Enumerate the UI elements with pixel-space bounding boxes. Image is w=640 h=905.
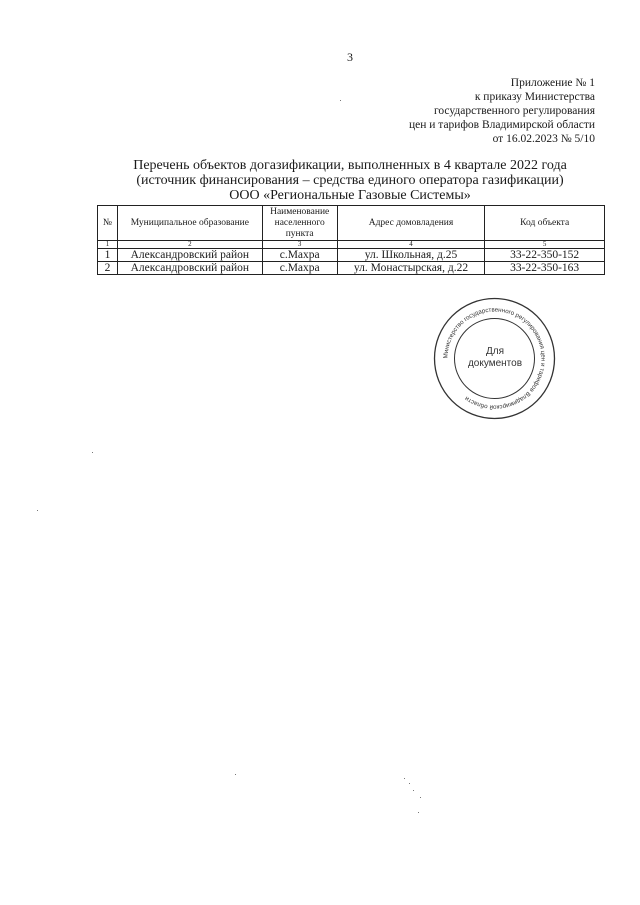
- scan-speck: [37, 510, 38, 511]
- scan-speck: [340, 100, 341, 101]
- appendix-line: от 16.02.2023 № 5/10: [492, 133, 595, 145]
- header-settlement: Наименование населенного пункта: [262, 206, 337, 241]
- cell-code: 33-22-350-163: [485, 262, 605, 275]
- index-cell: 2: [117, 241, 262, 249]
- scan-speck: [413, 790, 414, 791]
- stamp-ring-text: Министерство государственного регулирования цен и тарифов Владимирской области: [442, 306, 547, 411]
- title-line: (источник финансирования – средства единого оператора газификации): [136, 173, 564, 188]
- ministry-stamp: [432, 296, 557, 421]
- appendix-header: [409, 76, 595, 146]
- index-cell: 3: [262, 241, 337, 249]
- scan-speck: [409, 783, 410, 784]
- cell-num: 2: [98, 262, 118, 275]
- cell-municipality: Александровский район: [117, 262, 262, 275]
- index-cell: 1: [98, 241, 118, 249]
- scan-speck: [418, 812, 419, 813]
- table-row: [98, 262, 605, 275]
- index-cell: 4: [337, 241, 485, 249]
- appendix-line: Приложение № 1: [510, 77, 595, 89]
- cell-settlement: с.Махра: [262, 262, 337, 275]
- scan-speck: [92, 452, 93, 453]
- appendix-line: к приказу Министерства: [474, 91, 595, 103]
- cell-settlement: с.Махра: [262, 249, 337, 262]
- cell-address: ул. Школьная, д.25: [337, 249, 485, 262]
- objects-table: [97, 205, 605, 275]
- title-line: Перечень объектов догазификации, выполненных в 4 квартале 2022 года: [133, 158, 567, 173]
- page-number: 3: [347, 50, 353, 64]
- scan-speck: [420, 797, 421, 798]
- cell-municipality: Александровский район: [117, 249, 262, 262]
- header-num: №: [98, 206, 118, 241]
- appendix-line: цен и тарифов Владимирской области: [408, 119, 595, 131]
- cell-num: 1: [98, 249, 118, 262]
- stamp-center-line: Для: [485, 346, 505, 357]
- scan-speck: [235, 774, 236, 775]
- appendix-line: государственного регулирования: [433, 105, 595, 117]
- table-index-row: [98, 241, 605, 249]
- scan-speck: [404, 778, 405, 779]
- cell-address: ул. Монастырская, д.22: [337, 262, 485, 275]
- table-row: [98, 249, 605, 262]
- header-municipality: Муниципальное образование: [117, 206, 262, 241]
- header-code: Код объекта: [485, 206, 605, 241]
- header-address: Адрес домовладения: [337, 206, 485, 241]
- cell-code: 33-22-350-152: [485, 249, 605, 262]
- table-header-row: [98, 206, 605, 241]
- index-cell: 5: [485, 241, 605, 249]
- document-title: [95, 158, 605, 203]
- stamp-center-line: документов: [467, 358, 523, 369]
- title-line: ООО «Региональные Газовые Системы»: [229, 188, 471, 203]
